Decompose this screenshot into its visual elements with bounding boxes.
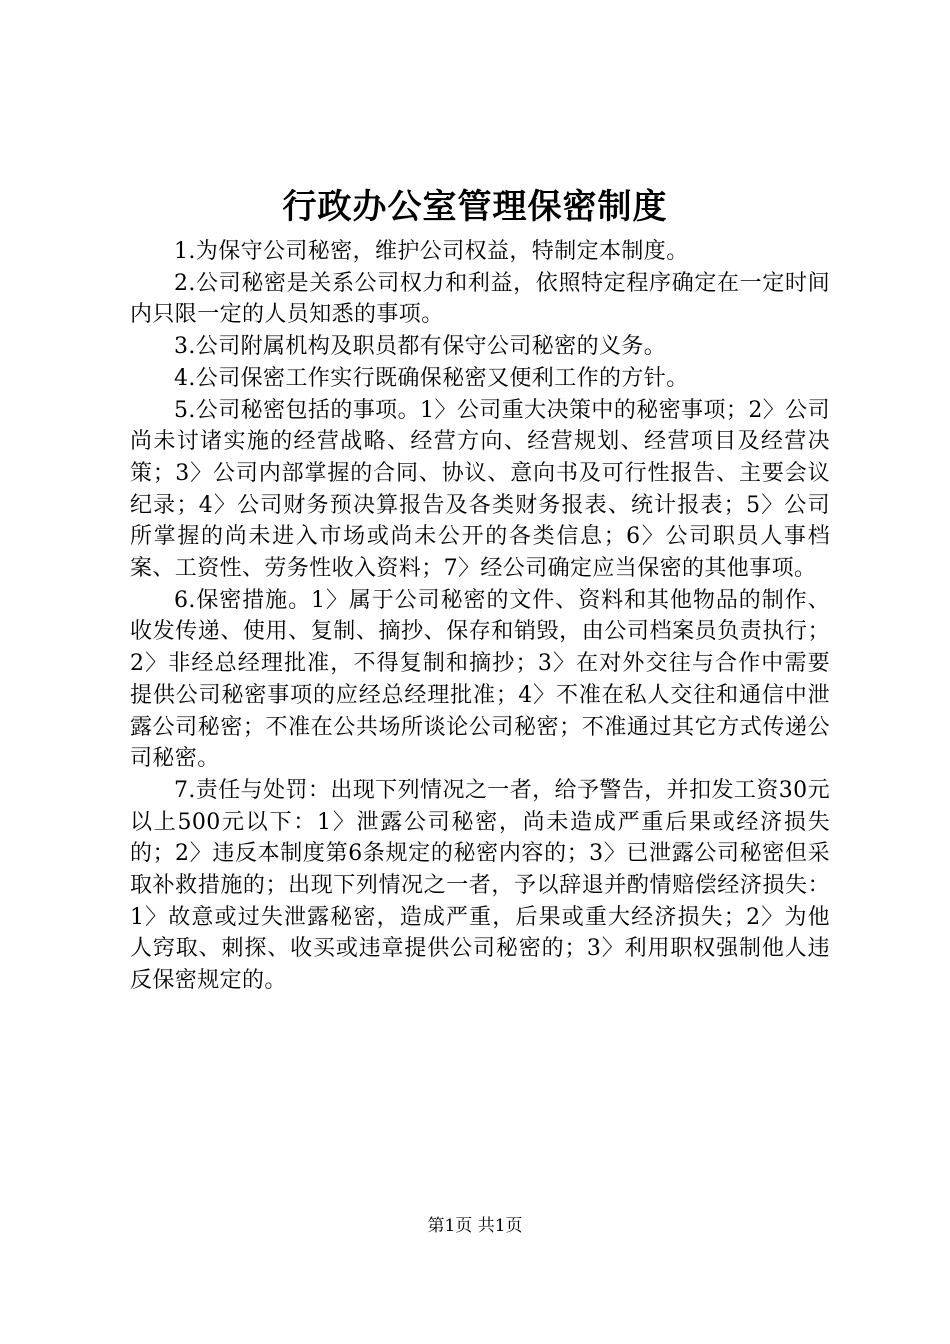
- paragraph-6: 6.保密措施。1〉属于公司秘密的文件、资料和其他物品的制作、收发传递、使用、复制、摘抄、保存和销毁，由公司档案员负责执行；2〉非经总经理批准，不得复制和摘抄；3〉在对外交往与合作中需要提供公司秘密事项的应经总经理批准；4〉不准在私人交往和通信中泄露公司秘密；不准在公共场所谈论公司秘密；不准通过其它方式传递公司秘密。: [130, 587, 830, 772]
- document-title: 行政办公室管理保密制度: [282, 187, 668, 227]
- paragraph-7: 7.责任与处罚：出现下列情况之一者，给予警告，并扣发工资30元以上500元以下：1〉泄露公司秘密，尚未造成严重后果或经济损失的；2〉违反本制度第6条规定的秘密内容的；3〉已泄露公司秘密但采取补救措施的；出现下列情况之一者，予以辞退并酌情赔偿经济损失：1〉故意或过失泄露秘密，造成严重，后果或重大经济损失；2〉为他人窍取、刺探、收买或违章提供公司秘密的；3〉利用职权强制他人违反保密规定的。: [130, 777, 830, 994]
- paragraph-5: 5.公司秘密包括的事项。1〉公司重大决策中的秘密事项；2〉公司尚未讨诸实施的经营战略、经营方向、经营规划、经营项目及经营决策；3〉公司内部掌握的合同、协议、意向书及可行性报告、主要会议纪录；4〉公司财务预决算报告及各类财务报表、统计报表；5〉公司所掌握的尚未进入市场或尚未公开的各类信息；6〉公司职员人事档案、工资性、劳务性收入资料；7〉经公司确定应当保密的其他事项。: [130, 397, 830, 582]
- paragraph-1: 1.为保守公司秘密，维护公司权益，特制定本制度。: [174, 239, 689, 264]
- document-body: [130, 236, 830, 997]
- paragraph-4: 4.公司保密工作实行既确保秘密又便利工作的方针。: [174, 365, 689, 391]
- paragraph-3: 3.公司附属机构及职员都有保守公司秘密的义务。: [174, 334, 667, 360]
- paragraph-2: 2.公司秘密是关系公司权力和利益，依照特定程序确定在一定时间内只限一定的人员知悉的事项。: [130, 270, 830, 328]
- page-footer: 第1页 共1页: [427, 1216, 523, 1236]
